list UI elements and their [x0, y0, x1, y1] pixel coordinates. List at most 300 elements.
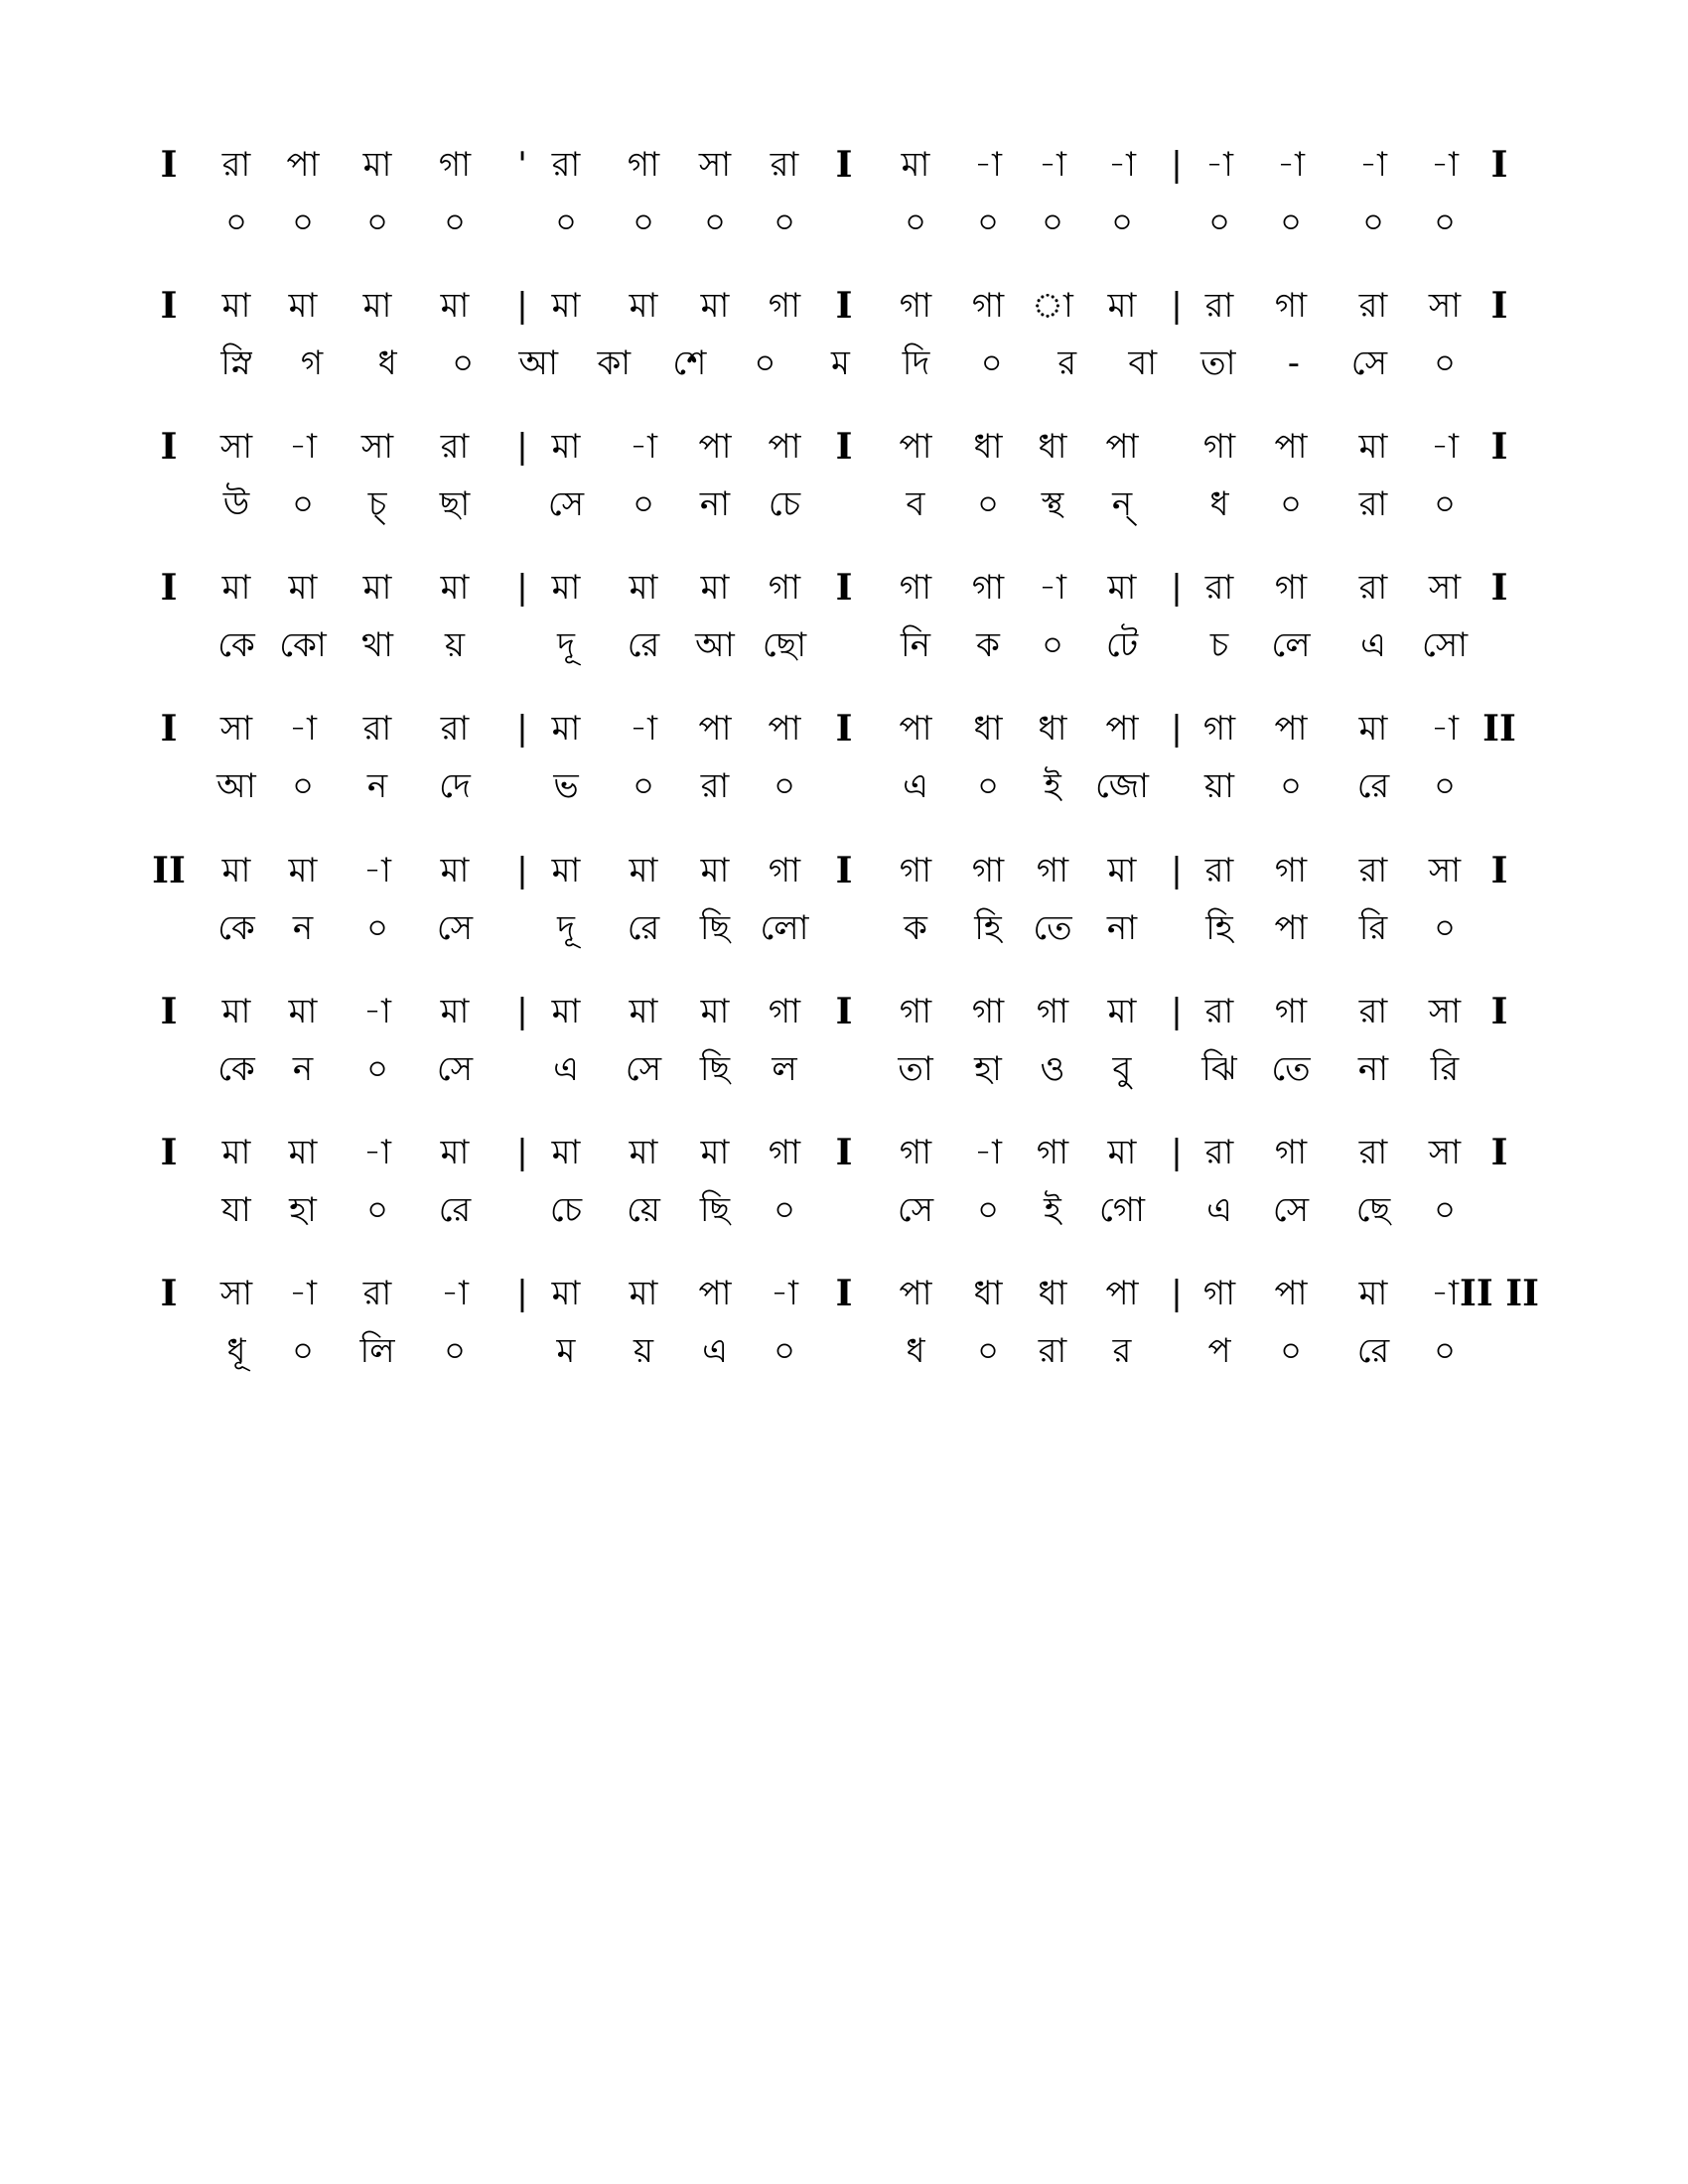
lyric-syllable: ০ — [976, 484, 1000, 524]
swara-note: মা — [288, 568, 318, 608]
bar-line-divider: I — [835, 1273, 853, 1314]
lyric-line — [0, 197, 1688, 248]
lyric-syllable: য় — [444, 625, 466, 665]
lyric-syllable: ০ — [1279, 766, 1303, 806]
lyric-syllable: ০ — [365, 1190, 389, 1230]
swara-note: সা — [1428, 851, 1462, 890]
lyric-syllable: ০ — [1361, 203, 1385, 242]
lyric-syllable: চে — [549, 1190, 583, 1230]
swara-note: গা — [768, 992, 801, 1031]
swara-note: -া — [363, 1133, 391, 1172]
swara-note: মা — [1107, 992, 1137, 1031]
lyric-syllable: চে — [768, 484, 801, 524]
lyric-syllable: ০ — [980, 343, 1003, 383]
swara-note: -া — [441, 1274, 469, 1313]
lyric-syllable: ঝি — [1201, 1049, 1237, 1089]
lyric-syllable: স্থ — [1041, 484, 1064, 524]
lyric-syllable: থা — [361, 625, 393, 665]
swara-note: রা — [440, 709, 470, 749]
lyric-syllable: রা — [1038, 1331, 1067, 1371]
swara-note: ধা — [1038, 427, 1067, 467]
lyric-syllable: দূ — [557, 625, 575, 665]
lyric-syllable: জো — [1094, 766, 1150, 806]
lyric-syllable: তে — [1033, 908, 1072, 948]
swara-note: মা — [700, 286, 730, 326]
lyric-syllable: পা — [1274, 908, 1308, 948]
swara-note: ধা — [973, 1274, 1003, 1313]
lyric-syllable: কে — [217, 1049, 255, 1089]
lyric-syllable: এ — [1206, 1190, 1232, 1230]
swara-note: রা — [362, 1274, 392, 1313]
swara-note: ধা — [973, 709, 1003, 749]
swara-note: রা — [551, 145, 581, 185]
lyric-line — [0, 760, 1688, 812]
bar-line-end: I — [1490, 850, 1508, 891]
bar-line-end: I — [1490, 285, 1508, 327]
lyric-syllable: ০ — [1433, 484, 1457, 524]
lyric-syllable: এ — [553, 1049, 579, 1089]
swara-note: মা — [629, 286, 658, 326]
lyric-syllable: রে — [627, 908, 660, 948]
bar-line-divider: | — [1171, 286, 1183, 326]
lyric-syllable: বা — [1128, 343, 1158, 383]
lyric-syllable: ০ — [554, 203, 578, 242]
swara-note: মা — [551, 427, 581, 467]
notation-row — [0, 139, 1688, 288]
lyric-syllable: শে — [672, 343, 707, 383]
swara-note: সা — [1428, 1133, 1462, 1172]
swara-note: মা — [221, 1133, 251, 1172]
lyric-syllable: এ — [1360, 625, 1386, 665]
bar-line-divider: | — [1171, 992, 1183, 1031]
bar-line-end: II — [1482, 708, 1516, 750]
notation-row — [0, 845, 1688, 994]
lyric-syllable: দে — [439, 766, 471, 806]
lyric-syllable: লো — [760, 908, 809, 948]
swara-note: মা — [551, 709, 581, 749]
swara-note: সা — [219, 1274, 253, 1313]
swara-note: রা — [1358, 286, 1388, 326]
lyric-syllable: রে — [627, 625, 660, 665]
swara-note: -া — [1431, 709, 1459, 749]
bar-line-divider: | — [1171, 1274, 1183, 1313]
swara-line — [0, 1127, 1688, 1178]
swara-note: মা — [1107, 851, 1137, 890]
lyric-syllable: ০ — [773, 1331, 796, 1371]
lyric-syllable: ০ — [443, 1331, 467, 1371]
bar-line-divider: I — [835, 567, 853, 609]
bar-line-divider: | — [1171, 145, 1183, 185]
lyric-line — [0, 338, 1688, 389]
swara-note: পা — [698, 427, 732, 467]
bar-line-divider: I — [835, 850, 853, 891]
lyric-syllable: ছো — [762, 625, 807, 665]
bar-line-divider: | — [516, 286, 528, 326]
bar-line-start: I — [160, 708, 178, 750]
swara-note: গা — [1274, 1133, 1308, 1172]
lyric-syllable: ধ — [377, 343, 397, 383]
lyric-syllable: ০ — [1279, 1331, 1303, 1371]
swara-line — [0, 280, 1688, 332]
swara-note: গা — [768, 568, 801, 608]
lyric-syllable: ০ — [452, 343, 475, 383]
lyric-syllable: ধ — [906, 1331, 925, 1371]
swara-note: মা — [551, 568, 581, 608]
swara-note: -া — [1205, 145, 1233, 185]
swara-note: গা — [1274, 851, 1308, 890]
swara-note: রা — [1204, 286, 1234, 326]
swara-line — [0, 986, 1688, 1037]
swara-note: -া — [1039, 145, 1066, 185]
bar-line-divider: I — [835, 426, 853, 468]
swara-note: মা — [629, 851, 658, 890]
swara-note: রা — [440, 427, 470, 467]
lyric-syllable: ০ — [365, 203, 389, 242]
swara-note: মা — [551, 1133, 581, 1172]
swara-note: পা — [286, 145, 320, 185]
swara-note: মা — [221, 568, 251, 608]
swara-note: া — [1032, 286, 1073, 326]
bar-line-divider: | — [1171, 568, 1183, 608]
swara-note: মা — [700, 1133, 730, 1172]
lyric-syllable: কে — [217, 908, 255, 948]
lyric-syllable: ০ — [976, 1331, 1000, 1371]
swara-note: গা — [1036, 1133, 1069, 1172]
bar-line-start: I — [160, 144, 178, 186]
swara-note: রা — [1204, 1133, 1234, 1172]
lyric-syllable: কা — [597, 343, 632, 383]
lyric-syllable: গ — [300, 343, 324, 383]
swara-note: মা — [1107, 286, 1137, 326]
swara-note: গা — [1274, 568, 1308, 608]
swara-note: -া — [974, 145, 1002, 185]
lyric-syllable: ০ — [291, 484, 315, 524]
lyric-syllable: সে — [436, 1049, 474, 1089]
lyric-syllable: নি — [900, 625, 931, 665]
swara-note: -া — [1039, 568, 1066, 608]
lyric-syllable: রা — [1358, 484, 1388, 524]
swara-note: রা — [1358, 851, 1388, 890]
lyric-line — [0, 478, 1688, 530]
bar-line-divider: | — [516, 1133, 528, 1172]
swara-note: মা — [221, 851, 251, 890]
lyric-syllable: দি — [902, 343, 930, 383]
swara-note: -া — [1108, 145, 1136, 185]
swara-line — [0, 562, 1688, 614]
lyric-syllable: এ — [702, 1331, 728, 1371]
bar-line-start: I — [160, 1273, 178, 1314]
lyric-syllable: ০ — [1433, 343, 1457, 383]
lyric-syllable: তা — [898, 1049, 933, 1089]
swara-note: রা — [221, 145, 251, 185]
lyric-line — [0, 902, 1688, 954]
lyric-syllable: হা — [974, 1049, 1002, 1089]
lyric-syllable: না — [699, 484, 731, 524]
lyric-syllable: প — [1207, 1331, 1231, 1371]
swara-note: গা — [971, 992, 1005, 1031]
lyric-syllable: সে — [625, 1049, 662, 1089]
lyric-syllable: র — [1112, 1331, 1132, 1371]
bar-line-divider: I — [835, 285, 853, 327]
swara-note: মা — [629, 1274, 658, 1313]
swara-note: গা — [627, 145, 660, 185]
lyric-syllable: ০ — [365, 1049, 389, 1089]
bar-line-end: I — [1490, 991, 1508, 1032]
lyric-syllable: ছে — [1355, 1190, 1391, 1230]
swara-note: গা — [438, 145, 472, 185]
lyric-syllable: রা — [700, 766, 730, 806]
lyric-syllable: ০ — [632, 203, 655, 242]
swara-note: মা — [440, 286, 470, 326]
swara-note: পা — [768, 427, 801, 467]
lyric-syllable: ই — [1044, 766, 1061, 806]
swara-note: গা — [1274, 286, 1308, 326]
swara-note: মা — [551, 1274, 581, 1313]
bar-line-divider: | — [516, 709, 528, 749]
bar-line-divider: ' — [517, 145, 527, 185]
lyric-syllable: কো — [279, 625, 327, 665]
swara-note: মা — [288, 992, 318, 1031]
lyric-syllable: ০ — [291, 766, 315, 806]
lyric-syllable: ০ — [773, 1190, 796, 1230]
swara-note: মা — [700, 568, 730, 608]
lyric-syllable: ০ — [1433, 766, 1457, 806]
lyric-syllable: সে — [1350, 343, 1388, 383]
lyric-syllable: ন — [292, 908, 314, 948]
lyric-syllable: লি — [359, 1331, 395, 1371]
lyric-syllable: ০ — [703, 203, 727, 242]
swara-note: মা — [440, 851, 470, 890]
bar-line-divider: | — [516, 851, 528, 890]
bar-line-divider: | — [516, 1274, 528, 1313]
lyric-syllable: ০ — [773, 203, 796, 242]
swara-note: মা — [1358, 427, 1388, 467]
swara-note: ধা — [1038, 709, 1067, 749]
swara-note: পা — [1274, 427, 1308, 467]
notation-row — [0, 1268, 1688, 1417]
lyric-syllable: ০ — [291, 203, 315, 242]
lyric-syllable: রি — [1430, 1049, 1460, 1089]
lyric-syllable: ন — [292, 1049, 314, 1089]
swara-note: পা — [1105, 427, 1139, 467]
swara-note: -া — [1277, 145, 1305, 185]
bar-line-divider: | — [516, 427, 528, 467]
lyric-syllable: ০ — [1110, 203, 1134, 242]
swara-note: পা — [899, 709, 932, 749]
swara-note: সা — [219, 427, 253, 467]
lyric-syllable: ০ — [1041, 203, 1064, 242]
swara-note: রা — [1358, 1133, 1388, 1172]
swara-note: গা — [1274, 992, 1308, 1031]
swara-note: মা — [551, 286, 581, 326]
swara-note: গা — [1036, 851, 1069, 890]
swara-note: গা — [899, 568, 932, 608]
bar-line-divider: | — [1171, 709, 1183, 749]
swara-note: মা — [629, 1133, 658, 1172]
swara-note: মা — [440, 992, 470, 1031]
swara-note: গা — [1202, 1274, 1236, 1313]
swara-note: গা — [971, 286, 1005, 326]
swara-note: মা — [1107, 568, 1137, 608]
swara-note: গা — [971, 568, 1005, 608]
swara-note: সা — [219, 709, 253, 749]
lyric-syllable: আ — [695, 625, 735, 665]
swara-note: গা — [971, 851, 1005, 890]
lyric-syllable: না — [1357, 1049, 1389, 1089]
lyric-syllable: ০ — [632, 766, 655, 806]
lyric-syllable: ছি — [699, 1190, 731, 1230]
lyric-syllable: ০ — [904, 203, 927, 242]
lyric-syllable: হি — [1205, 908, 1233, 948]
swara-note: মা — [700, 992, 730, 1031]
lyric-syllable: যা — [221, 1190, 251, 1230]
swara-note: পা — [1274, 1274, 1308, 1313]
lyric-syllable: ল — [772, 1049, 797, 1089]
swara-note: রা — [1204, 851, 1234, 890]
swara-note: -া — [630, 709, 657, 749]
swara-note: মা — [221, 992, 251, 1031]
notation-row — [0, 280, 1688, 429]
lyric-syllable: সে — [1272, 1190, 1310, 1230]
lyric-syllable: - — [1287, 343, 1301, 383]
bar-line-start: I — [160, 991, 178, 1032]
lyric-syllable: কে — [217, 625, 255, 665]
swara-note: পা — [1105, 1274, 1139, 1313]
lyric-syllable: ০ — [754, 343, 776, 383]
bar-line-divider: | — [1171, 851, 1183, 890]
lyric-syllable: টে — [1105, 625, 1139, 665]
swara-note: ধা — [1038, 1274, 1067, 1313]
swara-note: মা — [1358, 1274, 1388, 1313]
lyric-syllable: স্নি — [220, 343, 252, 383]
lyric-syllable: ০ — [224, 203, 248, 242]
lyric-syllable: ও — [1040, 1049, 1065, 1089]
lyric-syllable: র — [1057, 343, 1077, 383]
lyric-syllable: লে — [1271, 625, 1311, 665]
swara-note: রা — [1358, 568, 1388, 608]
notation-row — [0, 986, 1688, 1135]
swara-note: সা — [360, 427, 394, 467]
swara-note: মা — [362, 568, 392, 608]
lyric-syllable: ম — [556, 1331, 576, 1371]
lyric-syllable: ম — [831, 343, 850, 383]
bar-line-end: I — [1490, 144, 1508, 186]
swara-line — [0, 703, 1688, 754]
swara-note: সা — [1428, 286, 1462, 326]
bar-line-divider: I — [835, 708, 853, 750]
swara-note: পা — [899, 1274, 932, 1313]
swara-note: গা — [899, 851, 932, 890]
lyric-line — [0, 1043, 1688, 1095]
bar-line-end: II II — [1460, 1273, 1539, 1314]
swara-note: মা — [221, 286, 251, 326]
swara-line — [0, 421, 1688, 473]
swara-note: সা — [1428, 568, 1462, 608]
swara-note: -া — [1431, 145, 1459, 185]
lyric-syllable: সো — [1421, 625, 1469, 665]
notation-row — [0, 421, 1688, 570]
swara-note: মা — [288, 851, 318, 890]
swara-note: মা — [1358, 709, 1388, 749]
swara-note: মা — [440, 1133, 470, 1172]
lyric-syllable: ০ — [1207, 203, 1231, 242]
swara-note: মা — [901, 145, 930, 185]
bar-line-start: I — [160, 426, 178, 468]
swara-note: মা — [700, 851, 730, 890]
lyric-syllable: ০ — [1433, 908, 1457, 948]
swara-note: মা — [629, 568, 658, 608]
swara-note: গা — [768, 1133, 801, 1172]
bar-line-end: I — [1490, 1132, 1508, 1173]
lyric-syllable: ছা — [439, 484, 471, 524]
lyric-syllable: আ — [216, 766, 256, 806]
lyric-line — [0, 1184, 1688, 1236]
swara-note: মা — [1107, 1133, 1137, 1172]
swara-note: মা — [362, 286, 392, 326]
swara-note: -া — [289, 427, 317, 467]
swara-note: সা — [698, 145, 732, 185]
bar-line-divider: I — [835, 991, 853, 1032]
swara-note: রা — [1204, 992, 1234, 1031]
swara-note: গা — [899, 1133, 932, 1172]
lyric-syllable: ০ — [773, 766, 796, 806]
bar-line-divider: I — [835, 144, 853, 186]
bar-line-end: I — [1490, 426, 1508, 468]
lyric-syllable: ন — [366, 766, 388, 806]
lyric-syllable: সে — [897, 1190, 934, 1230]
lyric-syllable: ০ — [1279, 484, 1303, 524]
swara-note: গা — [768, 851, 801, 890]
swara-note: -া — [771, 1274, 798, 1313]
swara-note: সা — [1428, 992, 1462, 1031]
swara-note: পা — [1105, 709, 1139, 749]
lyric-syllable: আ — [518, 343, 559, 383]
lyric-syllable: না — [1106, 908, 1138, 948]
lyric-syllable: ই — [1044, 1190, 1061, 1230]
swara-line — [0, 1268, 1688, 1319]
swara-note: গা — [1202, 427, 1236, 467]
swara-note: পা — [768, 709, 801, 749]
lyric-syllable: ০ — [1279, 203, 1303, 242]
lyric-syllable: ০ — [1433, 1190, 1457, 1230]
swara-note: পা — [899, 427, 932, 467]
swara-note: রা — [1204, 568, 1234, 608]
notation-row — [0, 1127, 1688, 1276]
bar-line-divider: | — [516, 568, 528, 608]
bar-line-end: I — [1490, 567, 1508, 609]
swara-note: গা — [1202, 709, 1236, 749]
swara-note: মা — [629, 992, 658, 1031]
swara-line — [0, 139, 1688, 191]
lyric-line — [0, 1325, 1688, 1377]
lyric-syllable: চ্ — [367, 484, 387, 524]
lyric-syllable: ব — [906, 484, 925, 524]
lyric-syllable: য়ে — [627, 1190, 660, 1230]
lyric-line — [0, 619, 1688, 671]
lyric-syllable: ক — [904, 908, 927, 948]
bar-line-start: I — [160, 567, 178, 609]
bar-line-divider: | — [516, 992, 528, 1031]
swara-note: গা — [899, 286, 932, 326]
lyric-syllable: ০ — [1433, 203, 1457, 242]
swara-note: পা — [1274, 709, 1308, 749]
swara-note: মা — [551, 851, 581, 890]
swara-note: মা — [551, 992, 581, 1031]
swara-note: পা — [698, 1274, 732, 1313]
swara-note: -া — [630, 427, 657, 467]
swara-note: -া — [1431, 1274, 1459, 1313]
lyric-syllable: ছি — [699, 908, 731, 948]
